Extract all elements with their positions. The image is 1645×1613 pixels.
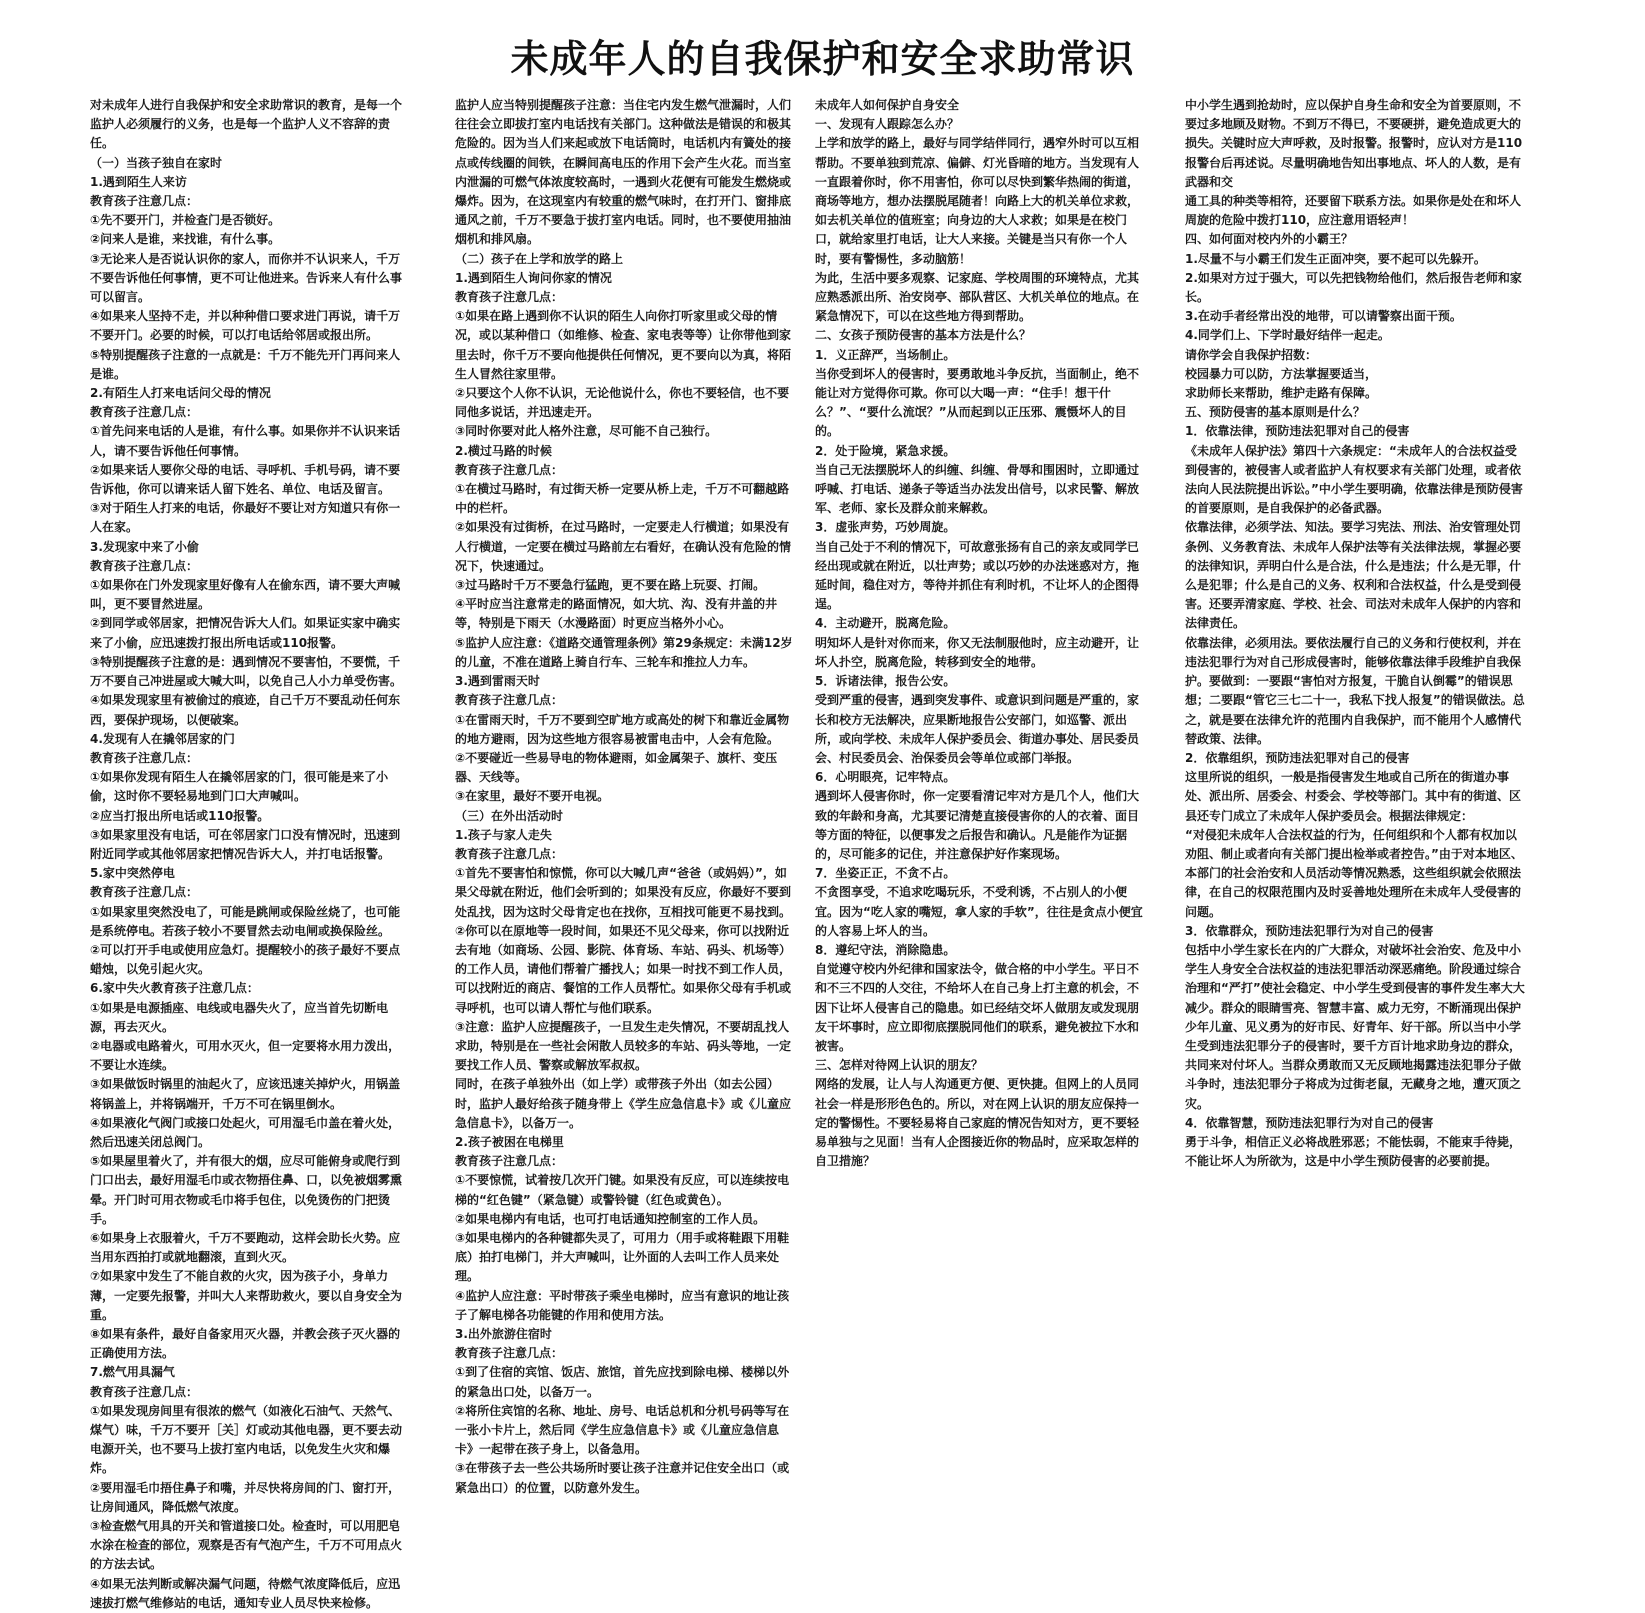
paragraph: 8．遵纪守法，消除隐患。 — [815, 942, 956, 957]
paragraph: 上学和放学的路上，最好与同学结伴同行，遇窄外时可以互相帮助。不要单独到荒凉、偏僻、灯光昏暗的地方。当发现有人一直跟着你时，你不用害怕，你可以尽快到繁华热闹的街道，商场等地方，想办法摆脱尾随者！向路上大的机关单位求救，如去机关单位的值班室；向身边的大人求救；如果是在校门口，就给家里打电话，让大人来接。关键是当只有你一个人时，要有警惕性，多动脑筋！ — [815, 136, 1140, 266]
paragraph: 2．依靠组织，预防违法犯罪对自己的侵害 — [1185, 750, 1410, 765]
paragraph: 遇到坏人侵害你时，你一定要看清记牢对方是几个人，他们大致的年龄和身高，尤其要记清楚直接侵害你的人的衣着、面目等方面的特征，以便事发之后报告和确认。凡是能作为证据的，尽可能多的记住，并注意保护好作案现场。 — [815, 789, 1140, 861]
paragraph: ①如果你发现有陌生人在撬邻居家的门，很可能是来了小偷，这时你不要轻易地到门口大声喊叫。 — [90, 770, 389, 804]
paragraph: 三、怎样对待网上认识的朋友？ — [815, 1058, 984, 1073]
paragraph: 2.孩子被困在电梯里 — [455, 1134, 564, 1149]
paragraph: ③注意：监护人应提醒孩子，一旦发生走失情况，不要胡乱找人求助，特别是在一些社会闲散人员较多的车站、码头等地，一定要找工作人员、警察或解放军叔叔。 — [455, 1019, 792, 1073]
paragraph: ②到同学或邻居家，把情况告诉大人们。如果证实家中确实来了小偷，应迅速拨打报出所电话或110报警。 — [90, 616, 401, 650]
paragraph: 这里所说的组织，一般是指侵害发生地或自己所在的街道办事处、派出所、居委会、村委会、学校等部门。其中有的街道、区县还专门成立了未成年人保护委员会。根据法律规定： — [1185, 770, 1522, 823]
paragraph: 1.遇到陌生人询问你家的情况 — [455, 270, 612, 285]
paragraph: 5．诉诸法律，报告公安。 — [815, 674, 956, 689]
paragraph: 3.在动手者经常出没的地带，可以请警察出面干预。 — [1185, 309, 1462, 324]
paragraph: ④如果来人坚持不走，并以种种借口要求进门再说，请千万不要开门。必要的时候，可以打电话给邻居或报出所。 — [90, 309, 401, 343]
paragraph: 同时，在孩子单独外出（如上学）或带孩子外出（如去公园）时，监护人最好给孩子随身带上《学生应急信息卡》或《儿童应急信息卡》，以备万一。 — [455, 1077, 792, 1130]
paragraph: 1.遇到陌生人来访 — [90, 174, 187, 189]
paragraph: ②如果电梯内有电话，也可打电话通知控制室的工作人员。 — [455, 1211, 766, 1226]
paragraph: ②你可以在原地等一段时间，如果还不见父母来，你可以找附近去有地（如商场、公园、影院、体育场、车站、码头、机场等）的工作人员，请他们帮着广播找人；如果一时找不到工作人员，可以找附近的商店、餐馆的工作人员帮忙。如果你父母有手机或寻呼机，也可以请人帮忙与他们联系。 — [455, 923, 792, 1015]
paragraph: 依靠法律，必须学法、知法。要学习宪法、刑法、治安管理处罚条例、义务教育法、未成年人保护法等有关法律法规，掌握必要的法律知识，弄明白什么是合法，什么是违法；什么是无罪，什么是犯罪；什么是自己的义务、权利和合法权益，什么是受到侵害。还要弄清家庭、学校、社会、司法对未成年人保护的内容和法律责任。 — [1185, 520, 1522, 631]
paragraph: 3.发现家中来了小偷 — [90, 539, 199, 554]
paragraph: ④如果发现家里有被偷过的痕迹，自己千万不要乱动任何东西，要保护现场，以便破案。 — [90, 693, 401, 727]
paragraph: 网络的发展，让人与人沟通更方便、更快捷。但网上的人员同社会一样是形形色色的。所以，对在网上认识的朋友应保持一定的警惕性。不要轻易将自己家庭的情况告知对方，更不要轻易单独与之见面！当有人企图接近你的物品时，应采取怎样的自卫措施？ — [815, 1077, 1140, 1169]
paragraph: 五、预防侵害的基本原则是什么？ — [1185, 405, 1366, 420]
text-column-4 — [1185, 96, 1527, 1169]
paragraph: ⑤监护人应注意：《道路交通管理条例》第29条规定：未满12岁的儿童，不准在道路上骑自行车、三轮车和推拉人力车。 — [455, 635, 793, 669]
paragraph: ③如果家里没有电话，可在邻居家门口没有情况时，迅速到附近同学或其他邻居家把情况告诉大人，并打电话报警。 — [90, 827, 401, 861]
paragraph: ①如果在路上遇到你不认识的陌生人向你打听家里或父母的情况，或以某种借口（如维修、检查、家电表等等）让你带他到家里去时，你千万不要向他提供任何情况，更不要向以为真，将陌生人冒然往家里带。 — [455, 309, 792, 381]
paragraph: ②如果没有过街桥，在过马路时，一定要走人行横道；如果没有人行横道，一定要在横过马路前左右看好，在确认没有危险的情况下，快速通过。 — [455, 520, 792, 573]
paragraph: ①在横过马路时，有过街天桥一定要从桥上走，千万不可翻越路中的栏杆。 — [455, 482, 790, 516]
paragraph: ⑦如果家中发生了不能自救的火灾，因为孩子小，身单力薄，一定要先报警，并叫大人来帮助救火，要以自身安全为重。 — [90, 1269, 403, 1322]
paragraph: ④平时应当注意常走的路面情况，如大坑、沟、没有井盖的井等，特别是下雨天（水漫路面）时更应当格外小心。 — [455, 597, 778, 631]
paragraph: ①如果是电源插座、电线或电器失火了，应当首先切断电源，再去灭火。 — [90, 1000, 389, 1034]
paragraph: 1.尽量不与小霸王们发生正面冲突，要不起可以先躲开。 — [1185, 251, 1486, 266]
paragraph: ②问来人是谁，来找谁，有什么事。 — [90, 232, 281, 247]
paragraph: ④监护人应注意：平时带孩子乘坐电梯时，应当有意识的地让孩子了解电梯各功能键的作用和使用方法。 — [455, 1288, 790, 1322]
paragraph: ③过马路时千万不要急行猛跑，更不要在路上玩耍、打闹。 — [455, 578, 766, 593]
document-title: 未成年人的自我保护和安全求助常识 — [510, 37, 1135, 81]
paragraph: ②将所住宾馆的名称、地址、房号、电话总机和分机号码等写在一张小卡片上，然后同《学生应急信息卡》或《儿童应急信息卡》一起带在孩子身上，以备急用。 — [455, 1403, 790, 1457]
paragraph: 5.家中突然停电 — [90, 866, 175, 881]
paragraph: ②电器或电路着火，可用水灭火，但一定要将水用力泼出，不要让水连续。 — [90, 1038, 401, 1073]
paragraph: 当自己无法摆脱坏人的纠缠、纠缠、骨辱和围困时，立即通过呼喊、打电话、递条子等适当办法发出信号，以求民警、解放军、老师、家长及群众前来解救。 — [815, 462, 1140, 516]
paragraph: ⑤特别提醒孩子注意的一点就是：千万不能先开门再问来人是谁。 — [90, 347, 401, 381]
paragraph: ③在家里，最好不要开电视。 — [455, 789, 610, 804]
paragraph: 教育孩子注意几点： — [455, 846, 564, 861]
paragraph: 6.家中失火教育孩子注意几点： — [90, 981, 259, 996]
paragraph: ③如果电梯内的各种键都失灵了，可用力（用手或将鞋跟下用鞋底）拍打电梯门，并大声喊叫，让外面的人去叫工作人员来处理。 — [455, 1230, 790, 1284]
paragraph: 求助师长来帮助，维护走路有保障。 — [1185, 386, 1378, 401]
paragraph: 7.燃气用具漏气 — [90, 1365, 175, 1380]
paragraph: 2．处于险境，紧急求援。 — [815, 443, 956, 458]
paragraph: 为此，生活中要多观察、记家庭、学校周围的环境特点，尤其应熟悉派出所、治安岗亭、部队营区、大机关单位的地点。在紧急情况下，可以在这些地方得到帮助。 — [815, 270, 1140, 324]
paragraph: 4．依靠智慧，预防违法犯罪行为对自己的侵害 — [1185, 1115, 1434, 1130]
paragraph: ①先不要开门，并检查门是否锁好。 — [90, 213, 281, 228]
paragraph: 对未成年人进行自我保护和安全求助常识的教育，是每一个监护人必须履行的义务，也是每一个监护人义不容辞的责任。 — [90, 98, 403, 151]
paragraph: 3.出外旅游住宿时 — [455, 1327, 552, 1341]
paragraph: 当自己处于不利的情况下，可故意张扬有自己的亲友或同学已经出现或就在附近，以壮声势；或以巧妙的办法迷惑对方，拖延时间，稳住对方，等待并抓住有利时机，不让坏人的企图得逞。 — [815, 539, 1140, 612]
paragraph: ①不要惊慌，试着按几次开门键。如果没有反应，可以连续按电梯的“红色键”（紧急键）或警铃键（红色或黄色）。 — [455, 1173, 790, 1207]
paragraph: 7．坐姿正正，不贪不占。 — [815, 866, 956, 881]
paragraph: （二）孩子在上学和放学的路上 — [455, 251, 624, 266]
paragraph: ①如果你在门外发现家里好像有人在偷东西，请不要大声喊叫，更不要冒然进屋。 — [90, 578, 401, 612]
paragraph: ③如果做饭时锅里的油起火了，应该迅速关掉炉火，用锅盖将锅盖上，并将锅端开，千万不可在锅里倒水。 — [90, 1077, 401, 1111]
paragraph: ③特别提醒孩子注意的是：遇到情况不要害怕，不要慌，千万不要自己冲进屋或大喊大叫，以免自己人小力单受伤害。 — [90, 654, 403, 689]
paragraph: 中小学生遇到抢劫时，应以保护自身生命和安全为首要原则，不要过多地顾及财物。不到万不得已，不要硬拼，避免造成更大的损失。关键时应大声呼救，及时报警。报警时，应认对方是110报警台后再述说。尽量明确地告知出事地点、坏人的人数，是有武器和交 — [1185, 98, 1523, 189]
paragraph: ⑤如果屋里着火了，并有很大的烟，应尽可能俯身或爬行到门口出去，最好用湿毛巾或衣物捂住鼻、口，以免被烟雾熏晕。开门时可用衣物或毛巾将手包住，以免烫伤的门把烫手。 — [90, 1154, 403, 1226]
paragraph: ③同时你要对此人格外注意，尽可能不自己独行。 — [455, 424, 718, 439]
paragraph: 明知坏人是针对你而来，你又无法制服他时，应主动避开，让坏人扑空，脱离危险，转移到安全的地带。 — [815, 635, 1140, 669]
paragraph: 未成年人如何保护自身安全 — [815, 98, 960, 112]
paragraph: 4.同学们上、下学时最好结伴一起走。 — [1185, 328, 1390, 343]
paragraph: ③对于陌生人打来的电话，你最好不要让对方知道只有你一人在家。 — [90, 501, 401, 535]
paragraph: 四、如何面对校内外的小霸王？ — [1185, 232, 1354, 247]
paragraph: ④如果无法判断或解决漏气问题，待燃气浓度降低后，应迅速拔打燃气维修站的电话，通知专业人员尽快来检修。 — [90, 1576, 401, 1610]
paragraph: 教育孩子注意几点： — [90, 405, 199, 420]
paragraph: ①如果发现房间里有很浓的燃气（如液化石油气、天然气、煤气）味，千万不要开［关］灯或动其他电器，更不要去动电源开关，也不要马上拔打室内电话，以免发生火灾和爆炸。 — [90, 1403, 403, 1476]
paragraph: 自觉遵守校内外纪律和国家法令，做合格的中小学生。平日不和不三不四的人交往，不给坏人在自己身上打主意的机会，不因下让坏人侵害自己的隐患。如已经结交坏人做朋友或发现朋友干坏事时，应立即彻底摆脱同他们的联系，避免被拉下水和被害。 — [815, 962, 1140, 1053]
paragraph: ①到了住宿的宾馆、饭店、旅馆，首先应找到除电梯、楼梯以外的紧急出口处，以备万一。 — [455, 1365, 790, 1399]
paragraph: 教育孩子注意几点： — [90, 885, 199, 900]
text-column-1 — [90, 96, 412, 1610]
paragraph: 监护人应当特别提醒孩子注意：当住宅内发生燃气泄漏时，人们往往会立即拔打室内电话找有关部门。这种做法是错误的和极其危险的。因为当人们来起或放下电话筒时，电话机内有簧处的接点或传线圈的间铁，在瞬间高电压的作用下会产生火花。而当室内泄漏的可燃气体浓度较高时，一遇到火花便有可能发生燃烧或爆炸。因为，在这现室内有较重的燃气味时，在打开门、窗排底通风之前，千万不要急于拔打室内电话。同时，也不要使用抽油烟机和排风扇。 — [455, 98, 792, 247]
paragraph: 2.如果对方过于强大，可以先把钱物给他们，然后报告老师和家长。 — [1185, 270, 1522, 305]
text-column-2 — [455, 96, 795, 1495]
paragraph: ①首先问来电话的人是谁，有什么事。如果你并不认识来话人，请不要告诉他任何事情。 — [90, 424, 401, 458]
paragraph: ②不要碰近一些易导电的物体避雨，如金属架子、旗杆、变压器、天线等。 — [455, 750, 778, 785]
paragraph: ③检查燃气用具的开关和管道接口处。检查时，可以用肥皂水涂在检查的部位，观察是否有气泡产生，千万不可用点火的方法去试。 — [90, 1519, 403, 1572]
paragraph: 教育孩子注意几点： — [90, 1384, 199, 1399]
paragraph: 不贪图享受，不追求吃喝玩乐，不受利诱，不占别人的小便宜。因为“吃人家的嘴短，拿人家的手软”，往往是贪点小便宜的人容易上坏人的当。 — [815, 885, 1143, 938]
paragraph: ③在带孩子去一些公共场所时要让孩子注意并记住安全出口（或紧急出口）的位置，以防意外发生。 — [455, 1461, 790, 1495]
paragraph: ②只要这个人你不认识，无论他说什么，你也不要轻信，也不要同他多说话，并迅速走开。 — [455, 386, 790, 420]
paragraph: ①如果家里突然没电了，可能是跳闸或保险丝烧了，也可能是系统停电。若孩子较小不要冒然去动电闸或换保险丝。 — [90, 904, 401, 938]
paragraph: 校园暴力可以防，方法掌握要适当， — [1185, 366, 1378, 381]
paragraph: 一、发现有人跟踪怎么办？ — [815, 117, 960, 132]
paragraph: 2.有陌生人打来电话问父母的情况 — [90, 386, 271, 401]
paragraph: 教育孩子注意几点： — [90, 750, 199, 765]
paragraph: 3．依靠群众，预防违法犯罪行为对自己的侵害 — [1185, 923, 1434, 938]
paragraph: 《未成年人保护法》第四十六条规定：“未成年人的合法权益受到侵害的，被侵害人或者监护人有权要求有关部门处理，或者依法向人民法院提出诉讼。”中小学生要明确，依靠法律是预防侵害的首要原则，是自我保护的必备武器。 — [1185, 443, 1523, 516]
paragraph: 1．义正辞严，当场制止。 — [815, 347, 956, 362]
paragraph: 2.横过马路的时候 — [455, 443, 552, 458]
paragraph: （三）在外出活动时 — [455, 808, 564, 823]
paragraph: 教育孩子注意几点： — [455, 1154, 564, 1169]
paragraph: 3．虚张声势，巧妙周旋。 — [815, 520, 956, 535]
paragraph: 教育孩子注意几点： — [90, 558, 199, 573]
paragraph: ⑥如果身上衣服着火，千万不要跑动，这样会助长火势。应当用东西拍打或就地翻滚，直到火灭。 — [90, 1230, 401, 1265]
paragraph: ②要用湿毛巾捂住鼻子和嘴，并尽快将房间的门、窗打开，让房间通风，降低燃气浓度。 — [90, 1480, 401, 1514]
paragraph: 4.发现有人在撬邻居家的门 — [90, 731, 235, 746]
paragraph: 6．心明眼亮，记牢特点。 — [815, 770, 956, 785]
paragraph: “对侵犯未成年人合法权益的行为，任何组织和个人都有权加以劝阻、制止或者向有关部门提出检举或者控告。”由于对本地区、本部门的社会治安和人员活动等情况熟悉，这些组织就会依照法律，在自己的权限范围内及时妥善地处理所在未成年人受侵害的问题。 — [1185, 827, 1523, 919]
paragraph: 通工具的种类等相符，还要留下联系方法。如果你是处在和坏人周旋的危险中拨打110，应注意用语轻声！ — [1185, 194, 1522, 228]
paragraph: ③无论来人是否说认识你的家人，而你并不认识来人，千万不要告诉他任何事情，更不可让他进来。告诉来人有什么事可以留言。 — [90, 251, 403, 305]
paragraph: 教育孩子注意几点： — [455, 1346, 564, 1361]
paragraph: ②如果来话人要你父母的电话、寻呼机、手机号码，请不要告诉他，你可以请来话人留下姓名、单位、电话及留言。 — [90, 462, 401, 497]
text-column-3 — [815, 96, 1143, 1169]
paragraph: 教育孩子注意几点： — [455, 462, 564, 477]
paragraph: 当你受到坏人的侵害时，要勇敢地斗争反抗，当面制止，绝不能让对方觉得你可欺。你可以大喝一声：“住手！想干什么？”、“要什么流氓？”从而起到以正压邪、震慑坏人的目的。 — [815, 366, 1140, 439]
paragraph: 二、女孩子预防侵害的基本方法是什么？ — [815, 328, 1032, 343]
paragraph: 勇于斗争，相信正义必将战胜邪恶；不能怯弱，不能束手待毙，不能让坏人为所欲为，这是中小学生预防侵害的必要前提。 — [1185, 1134, 1522, 1169]
paragraph: 4．主动避开，脱离危险。 — [815, 616, 956, 631]
paragraph: 请你学会自我保护招数： — [1185, 347, 1318, 362]
paragraph: ②应当打报出所电话或110报警。 — [90, 808, 270, 823]
paragraph: ④如果液化气阀门或接口处起火，可用湿毛巾盖在着火处，然后迅速关闭总阀门。 — [90, 1115, 401, 1149]
paragraph: 3.遇到雷雨天时 — [455, 674, 540, 689]
paragraph: ①首先不要害怕和惊慌，你可以大喊几声“爸爸（或妈妈）”，如果父母就在附近，他们会听到的；如果没有反应，你最好不要到处乱找，因为这时父母肯定也在找你，互相找可能更不易找到。 — [455, 866, 792, 919]
paragraph: 1.孩子与家人走失 — [455, 827, 552, 842]
paragraph: ⑧如果有条件，最好自备家用灭火器，并教会孩子灭火器的正确使用方法。 — [90, 1327, 401, 1361]
paragraph: 包括中小学生家长在内的广大群众，对破坏社会治安、危及中小学生人身安全合法权益的违法犯罪活动深恶痛绝。阶段通过综合治理和“严打”使社会稳定、中小学生受到侵害的事件发生率大大减少。群众的眼睛雪亮、智慧丰富、威力无穷，不断涌现出保护少年儿童、见义勇为的好市民、好青年、好干部。所以当中小学生受到违法犯罪分子的侵害时，要千方百计地求助身边的群众，共同来对付坏人。当群众勇敢而又无反顾地揭露违法犯罪分子做斗争时，违法犯罪分子将成为过街老鼠，无藏身之地，遭灭顶之灾。 — [1185, 942, 1525, 1111]
paragraph: 受到严重的侵害，遇到突发事件、或意识到问题是严重的，家长和校方无法解决，应果断地报告公安部门，如巡警、派出所，或向学校、未成年人保护委员会、街道办事处、居民委员会、村民委员会、治保委员会等单位或部门举报。 — [815, 693, 1140, 765]
paragraph: 教育孩子注意几点： — [455, 290, 564, 305]
paragraph: （一）当孩子独自在家时 — [90, 155, 223, 170]
paragraph: 依靠法律，必须用法。要依法履行自己的义务和行使权利，并在违法犯罪行为对自己形成侵害时，能够依靠法律手段维护自我保护。要做到：一要跟“害怕对方报复，干脆自认倒霉”的错误思想；二要跟“管它三七二十一，我私下找人报复”的错误做法。总之，就是要在法律允许的范围内自我保护，而不能用个人感情代替政策、法律。 — [1185, 635, 1525, 746]
paragraph: 1．依靠法律，预防违法犯罪对自己的侵害 — [1185, 424, 1410, 439]
paragraph: ②可以打开手电或使用应急灯。提醒较小的孩子最好不要点蜡烛，以免引起火灾。 — [90, 942, 401, 977]
paragraph: 教育孩子注意几点： — [90, 194, 199, 209]
paragraph: 教育孩子注意几点： — [455, 693, 564, 708]
paragraph: ①在雷雨天时，千万不要到空旷地方或高处的树下和靠近金属物的地方避雨，因为这些地方很容易被雷电击中，人会有危险。 — [455, 712, 790, 746]
